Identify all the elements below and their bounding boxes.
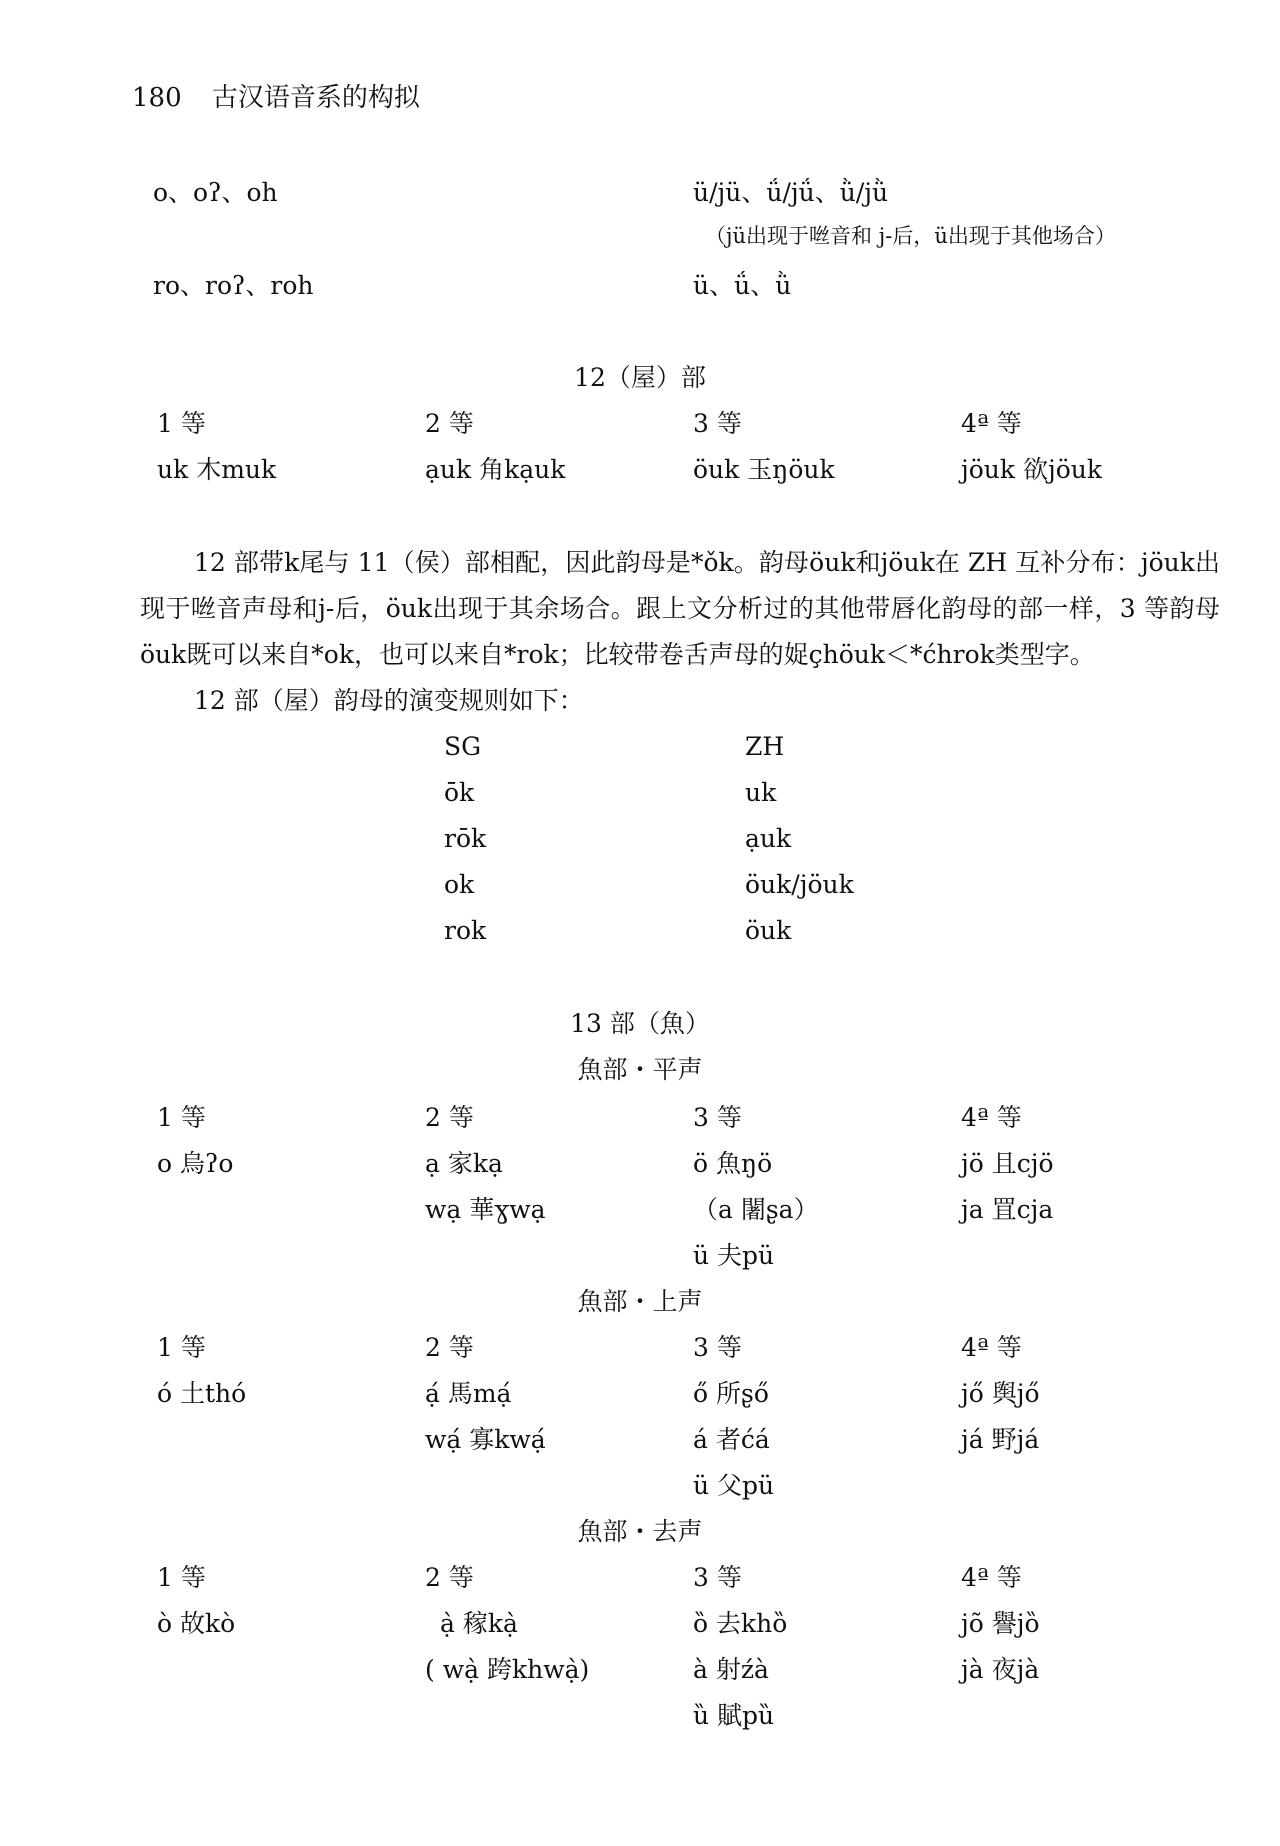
shang-cell: wạ́ 寡kwạ́ bbox=[425, 1425, 546, 1454]
ping-cell: ạ 家kạ bbox=[425, 1149, 503, 1178]
subsection-qu-title: 魚部・去声 bbox=[577, 1517, 703, 1546]
ping-cell: ö 魚ŋö bbox=[693, 1149, 773, 1178]
book-title: 古汉语音系的构拟 bbox=[211, 83, 420, 113]
ping-cell: jö 且cjö bbox=[961, 1149, 1054, 1178]
cont-row2-right: ü、ǘ、ǜ bbox=[693, 271, 792, 300]
shang-cell: á 者ćá bbox=[693, 1425, 770, 1454]
section-13-title: 13 部（魚） bbox=[570, 1009, 710, 1038]
sec12-cell-3: öuk 玉ŋöuk bbox=[693, 455, 835, 484]
rules-header-zh: ZH bbox=[745, 732, 785, 761]
sec12-cell-4: jöuk 欲jöuk bbox=[961, 455, 1103, 484]
sec12-cell-1: uk 木muk bbox=[157, 455, 277, 484]
shang-cell: ü 父pü bbox=[693, 1471, 775, 1500]
qu-cell: jõ 譽jȍ bbox=[961, 1609, 1040, 1638]
ping-cell: （a 闍ʂa） bbox=[693, 1195, 819, 1224]
qu-header-3: 3 等 bbox=[693, 1563, 742, 1592]
ping-header-1: 1 等 bbox=[157, 1103, 206, 1132]
qu-cell: jà 夜jà bbox=[961, 1655, 1040, 1684]
sec12-rules-intro: 12 部（屋）韵母的演变规则如下： bbox=[194, 686, 584, 715]
shang-cell: já 野já bbox=[961, 1425, 1040, 1454]
qu-header-1: 1 等 bbox=[157, 1563, 206, 1592]
rule-zh: uk bbox=[745, 778, 777, 807]
sec12-header-4: 4ª 等 bbox=[961, 409, 1022, 438]
rules-header-sg: SG bbox=[444, 732, 482, 761]
shang-header-1: 1 等 bbox=[157, 1333, 206, 1362]
rule-sg: ōk bbox=[444, 778, 475, 807]
qu-header-2: 2 等 bbox=[425, 1563, 474, 1592]
sec12-header-1: 1 等 bbox=[157, 409, 206, 438]
ping-cell: ü 夫pü bbox=[693, 1241, 775, 1270]
qu-cell: à 射źà bbox=[693, 1655, 769, 1684]
rule-zh: ạuk bbox=[745, 824, 792, 853]
sec12-header-3: 3 等 bbox=[693, 409, 742, 438]
sec12-paragraph: 12 部带k尾与 11（侯）部相配，因此韵母是*ǒk。韵母öuk和jöuk在 ZH 互补分布：jöuk出现于咝音声母和j-后，öuk出现于其余场合。跟上文分析过的其他带唇化韵母的部一样，3 等韵母öuk既可以来自*ok，也可以来自*rok；比较带卷舌声母的娖çhöuk＜*ćhrok类型字。 bbox=[140, 548, 1220, 669]
qu-cell: ò 故kò bbox=[157, 1609, 236, 1638]
qu-cell: ȍ 去khȍ bbox=[693, 1609, 788, 1638]
rule-sg: ok bbox=[444, 870, 475, 899]
cont-row2-left: ro、roʔ、roh bbox=[153, 271, 314, 300]
rule-sg: rōk bbox=[444, 824, 487, 853]
subsection-ping-title: 魚部・平声 bbox=[577, 1055, 703, 1084]
shang-cell: jő 舆jő bbox=[961, 1379, 1040, 1408]
cont-note: （jü出现于咝音和 j-后，ü出现于其他场合） bbox=[705, 224, 1116, 248]
section-12-title: 12（屋）部 bbox=[574, 363, 706, 392]
rule-sg: rok bbox=[444, 916, 487, 945]
ping-cell: o 烏ʔo bbox=[157, 1149, 234, 1178]
rule-zh: öuk bbox=[745, 916, 792, 945]
qu-cell: ạ̀ 稼kạ̀ bbox=[440, 1609, 518, 1638]
shang-header-2: 2 等 bbox=[425, 1333, 474, 1362]
ping-header-4: 4ª 等 bbox=[961, 1103, 1022, 1132]
cont-row1-left: o、oʔ、oh bbox=[153, 178, 278, 207]
shang-cell: ő 所ʂő bbox=[693, 1379, 769, 1408]
ping-header-2: 2 等 bbox=[425, 1103, 474, 1132]
shang-cell: ó 土thó bbox=[157, 1379, 247, 1408]
shang-header-3: 3 等 bbox=[693, 1333, 742, 1362]
sec12-header-2: 2 等 bbox=[425, 409, 474, 438]
qu-cell: ( wạ̀ 跨khwạ̀) bbox=[425, 1655, 590, 1684]
cont-row1-right: ü/jü、ǘ/jǘ、ǜ/jǜ bbox=[693, 178, 889, 207]
qu-header-4: 4ª 等 bbox=[961, 1563, 1022, 1592]
sec12-cell-2: ạuk 角kạuk bbox=[425, 455, 566, 484]
shang-header-4: 4ª 等 bbox=[961, 1333, 1022, 1362]
rule-zh: öuk/jöuk bbox=[745, 870, 854, 899]
ping-cell: wạ 華ɣwạ bbox=[425, 1195, 546, 1224]
qu-cell: ȕ 賦pȕ bbox=[693, 1701, 775, 1730]
shang-cell: ạ́ 馬mạ́ bbox=[425, 1379, 512, 1408]
ping-header-3: 3 等 bbox=[693, 1103, 742, 1132]
subsection-shang-title: 魚部・上声 bbox=[577, 1287, 703, 1316]
page-number: 180 bbox=[132, 83, 182, 113]
running-header bbox=[132, 82, 420, 114]
ping-cell: ja 罝cja bbox=[961, 1195, 1054, 1224]
